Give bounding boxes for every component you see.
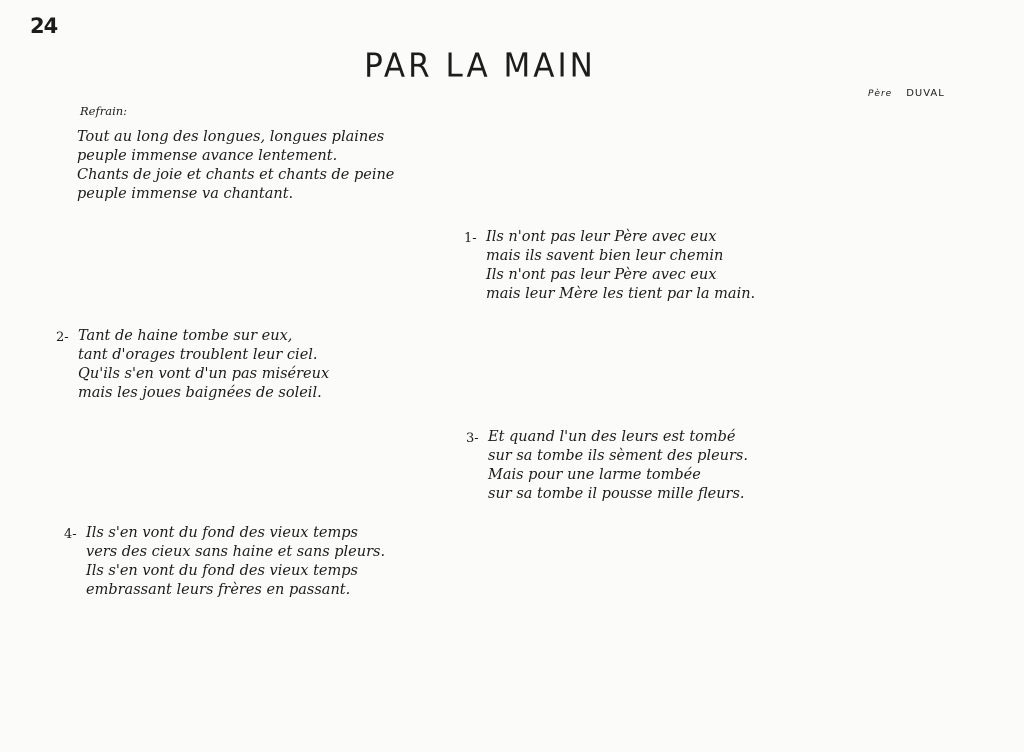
stanza-3 [466, 428, 748, 504]
refrain-block [77, 128, 394, 204]
stanza-line: mais leur Mère les tient par la main. [486, 286, 756, 302]
stanza-line: Tant de haine tombe sur eux, [78, 328, 293, 344]
stanza-number: 3- [466, 431, 479, 446]
stanza-1 [464, 228, 756, 304]
stanza-line: embrassant leurs frères en passant. [86, 582, 351, 598]
stanza-line: Et quand l'un des leurs est tombé [488, 429, 736, 445]
stanza-line: mais ils savent bien leur chemin [486, 248, 724, 264]
stanza-number: 2- [56, 330, 69, 345]
refrain-label: Refrain: [80, 104, 128, 118]
refrain-line: Chants de joie et chants et chants de peine [77, 167, 395, 183]
page-number: 24 [30, 14, 58, 38]
stanza-line: Qu'ils s'en vont d'un pas miséreux [78, 366, 330, 382]
author-first-name: Père [868, 89, 893, 99]
refrain-line: Tout au long des longues, longues plaines [77, 129, 385, 145]
stanza-line: vers des cieux sans haine et sans pleurs. [86, 544, 386, 560]
author-credit [868, 88, 945, 99]
stanza-number: 1- [464, 231, 477, 246]
refrain-line: peuple immense avance lentement. [77, 148, 338, 164]
stanza-2 [56, 327, 330, 403]
stanza-line: Ils n'ont pas leur Père avec eux [486, 267, 717, 283]
stanza-4 [64, 524, 386, 600]
author-last-name: DUVAL [906, 88, 945, 99]
stanza-line: sur sa tombe il pousse mille fleurs. [488, 486, 745, 502]
stanza-line: Mais pour une larme tombée [488, 467, 701, 483]
song-title: PAR LA MAIN [364, 47, 596, 85]
refrain-line: peuple immense va chantant. [77, 186, 294, 202]
stanza-number: 4- [64, 527, 77, 542]
stanza-line: Ils s'en vont du fond des vieux temps [86, 563, 358, 579]
stanza-line: Ils n'ont pas leur Père avec eux [486, 229, 717, 245]
stanza-line: Ils s'en vont du fond des vieux temps [86, 525, 358, 541]
stanza-line: tant d'orages troublent leur ciel. [78, 347, 318, 363]
stanza-line: sur sa tombe ils sèment des pleurs. [488, 448, 748, 464]
stanza-line: mais les joues baignées de soleil. [78, 385, 322, 401]
